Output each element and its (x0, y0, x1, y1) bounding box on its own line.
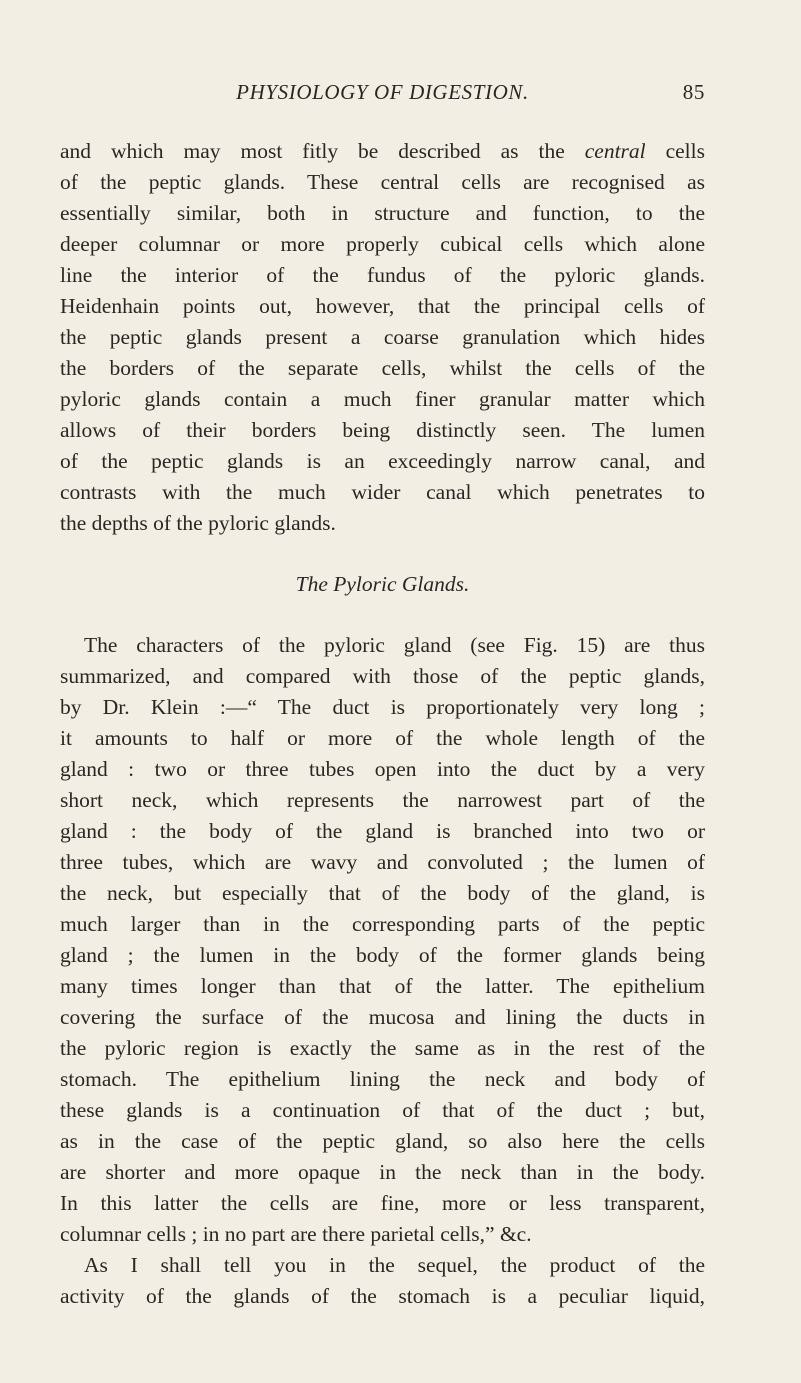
text-line: deeper columnar or more properly cubical cells which alone (60, 232, 705, 256)
text-line: covering the surface of the mucosa and lining the ducts in (60, 1005, 705, 1029)
text-line: of the peptic glands is an exceedingly narrow canal, and (60, 449, 705, 473)
text-line: many times longer than that of the latter. The epithelium (60, 974, 705, 998)
text-line: by Dr. Klein :—“ The duct is proportionately very long ; (60, 695, 705, 719)
text-line: three tubes, which are wavy and convoluted ; the lumen of (60, 850, 705, 874)
text-line: columnar cells ; in no part are there parietal cells,” &c. (60, 1222, 532, 1246)
text-line: The characters of the pyloric gland (see Fig. 15) are thus (84, 633, 705, 657)
body-text (60, 136, 705, 1312)
text-line: short neck, which represents the narrowest part of the (60, 788, 705, 812)
text-line: contrasts with the much wider canal which penetrates to (60, 480, 705, 504)
page-number: 85 (682, 80, 705, 104)
text-line: as in the case of the peptic gland, so also here the cells (60, 1129, 705, 1153)
paragraph-2 (60, 630, 705, 1250)
text-line: gland : the body of the gland is branched into two or (60, 819, 705, 843)
text-line: the peptic glands present a coarse granulation which hides (60, 325, 705, 349)
text-line: and which may most fitly be described as the central cells (60, 139, 705, 163)
text-line: gland : two or three tubes open into the duct by a very (60, 757, 705, 781)
text-line: line the interior of the fundus of the pyloric glands. (60, 263, 705, 287)
running-head-title: PHYSIOLOGY OF DIGESTION. (236, 80, 529, 104)
text-line: the neck, but especially that of the body of the gland, is (60, 881, 705, 905)
emphasis: central (584, 139, 646, 163)
text-line: summarized, and compared with those of the peptic glands, (60, 664, 705, 688)
text-line: the borders of the separate cells, whilst the cells of the (60, 356, 705, 380)
paragraph-1 (60, 136, 705, 539)
paragraph-3 (60, 1250, 705, 1312)
text-line: of the peptic glands. These central cells are recognised as (60, 170, 705, 194)
text-line: much larger than in the corresponding parts of the peptic (60, 912, 705, 936)
text-line: allows of their borders being distinctly seen. The lumen (60, 418, 705, 442)
text-line: the pyloric region is exactly the same as in the rest of the (60, 1036, 705, 1060)
text-line: In this latter the cells are fine, more or less transparent, (60, 1191, 705, 1215)
text-line: Heidenhain points out, however, that the principal cells of (60, 294, 705, 318)
text-line: it amounts to half or more of the whole length of the (60, 726, 705, 750)
text-line: stomach. The epithelium lining the neck and body of (60, 1067, 705, 1091)
text-line: gland ; the lumen in the body of the former glands being (60, 943, 705, 967)
text-line: As I shall tell you in the sequel, the product of the (84, 1253, 705, 1277)
text-line: the depths of the pyloric glands. (60, 511, 336, 535)
text-line: activity of the glands of the stomach is a peculiar liquid, (60, 1284, 705, 1308)
text-line: essentially similar, both in structure and function, to the (60, 201, 705, 225)
text-line: these glands is a continuation of that of the duct ; but, (60, 1098, 705, 1122)
text-line: are shorter and more opaque in the neck than in the body. (60, 1160, 705, 1184)
running-head (60, 80, 705, 114)
text-line: pyloric glands contain a much finer granular matter which (60, 387, 705, 411)
section-heading: The Pyloric Glands. (295, 572, 470, 596)
